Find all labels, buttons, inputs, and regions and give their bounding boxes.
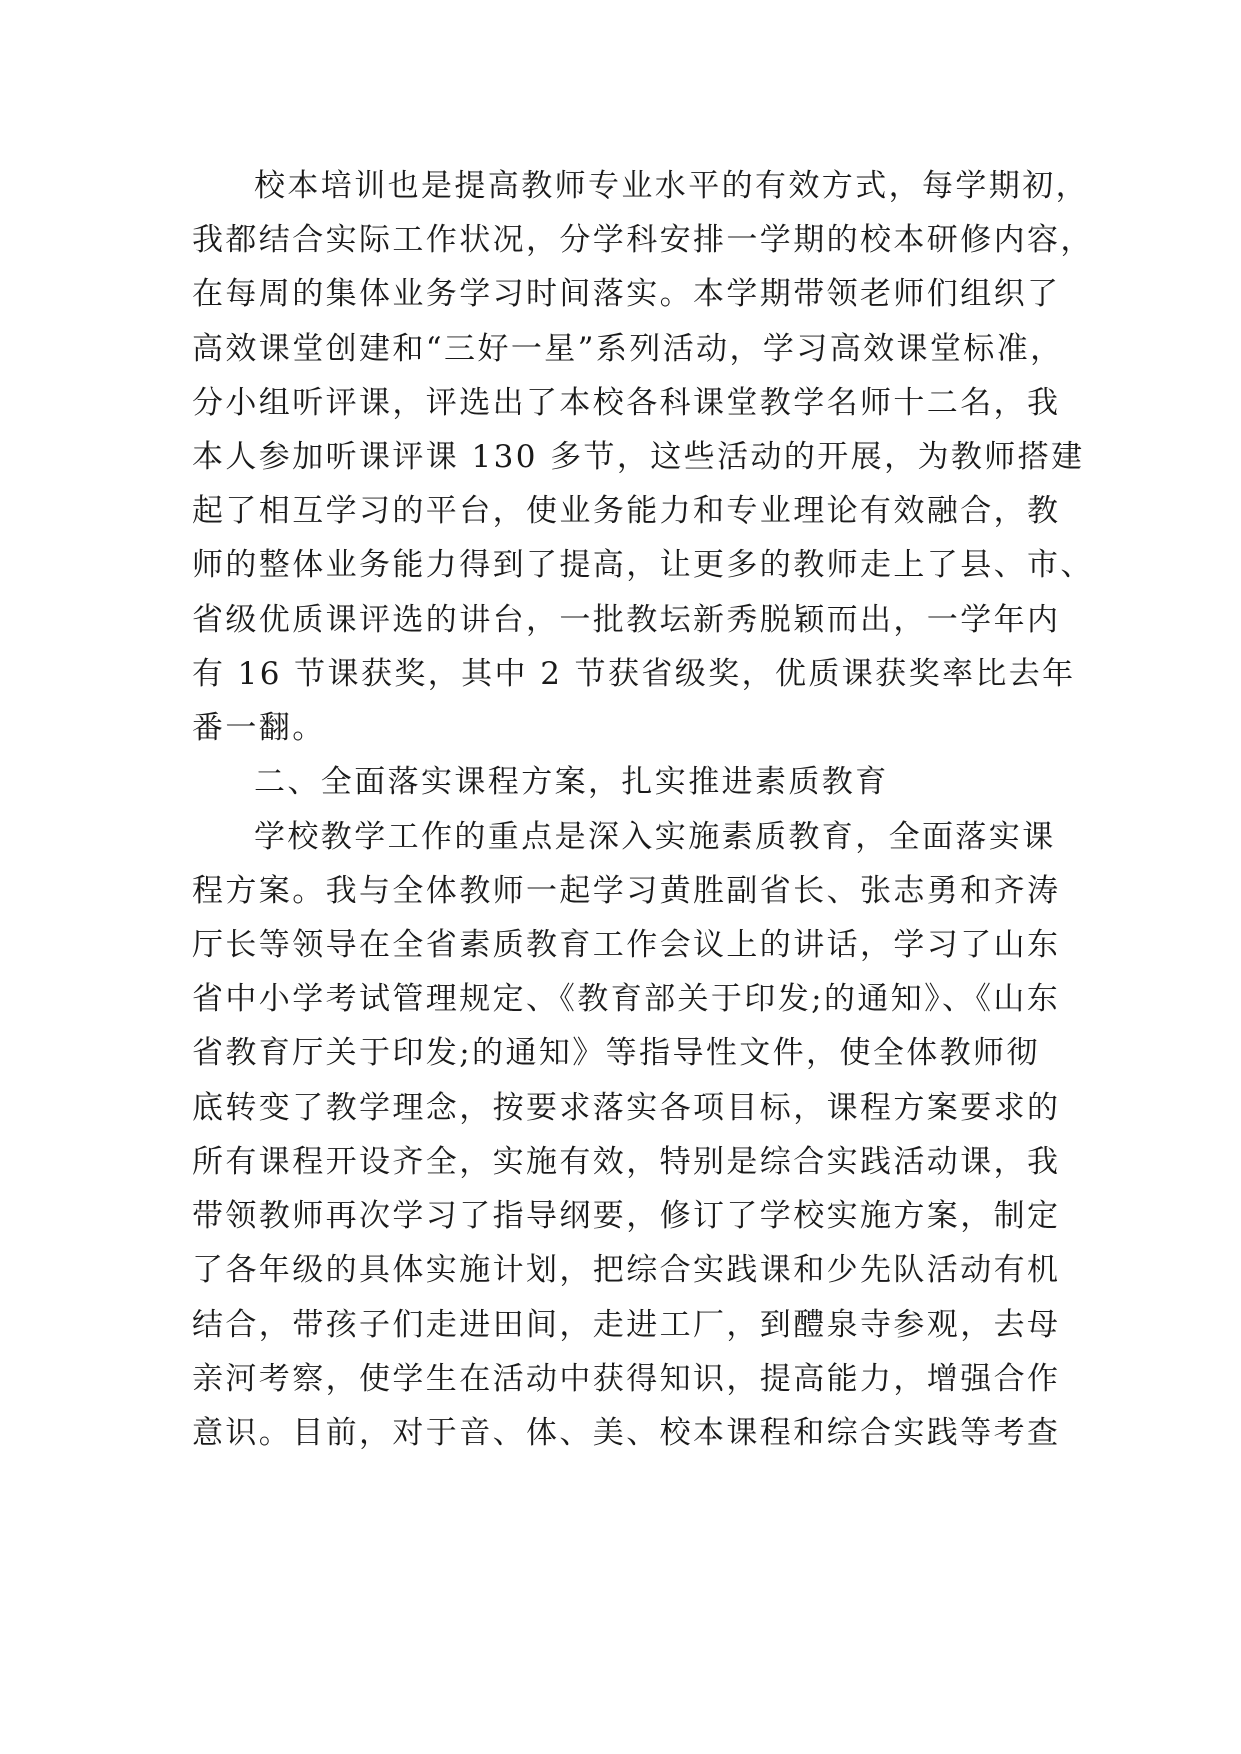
text-line: 亲河考察，使学生在活动中获得知识，提高能力，增强合作 xyxy=(192,1361,1061,1397)
text-line: 省级优质课评选的讲台，一批教坛新秀脱颖而出，一学年内 xyxy=(192,602,1061,638)
text-line: 高效课堂创建和“三好一星”系列活动，学习高效课堂标准， xyxy=(192,331,1064,367)
text-line: 有 16 节课获奖，其中 2 节获省级奖，优质课获奖率比去年 xyxy=(192,656,1076,692)
text-line: 本人参加听课评课 130 多节，这些活动的开展，为教师搭建 xyxy=(192,439,1085,475)
text-line: 分小组听评课，评选出了本校各科课堂教学名师十二名，我 xyxy=(192,385,1061,421)
text-line: 校本培训也是提高教师专业水平的有效方式，每学期初， xyxy=(254,168,1089,204)
text-line: 起了相互学习的平台，使业务能力和专业理论有效融合，教 xyxy=(192,493,1061,529)
text-line: 省教育厅关于印发;的通知》等指导性文件，使全体教师彻 xyxy=(192,1035,1040,1071)
text-line: 结合，带孩子们走进田间，走进工厂，到醴泉寺参观，去母 xyxy=(192,1307,1061,1343)
text-line: 带领教师再次学习了指导纲要，修订了学校实施方案，制定 xyxy=(192,1198,1061,1234)
text-line: 在每周的集体业务学习时间落实。本学期带领老师们组织了 xyxy=(192,276,1061,312)
text-line: 所有课程开设齐全，实施有效，特别是综合实践活动课，我 xyxy=(192,1144,1061,1180)
text-line: 程方案。我与全体教师一起学习黄胜副省长、张志勇和齐涛 xyxy=(192,873,1061,909)
text-line: 学校教学工作的重点是深入实施素质教育，全面落实课 xyxy=(254,819,1056,855)
section-heading: 二、全面落实课程方案，扎实推进素质教育 xyxy=(254,764,889,800)
text-line: 我都结合实际工作状况，分学科安排一学期的校本研修内容， xyxy=(192,222,1094,258)
text-line: 底转变了教学理念，按要求落实各项目标，课程方案要求的 xyxy=(192,1090,1061,1126)
text-line: 番一翻。 xyxy=(192,710,326,746)
text-line: 省中小学考试管理规定、《教育部关于印发;的通知》、《山东 xyxy=(192,981,1061,1017)
text-line: 意识。目前，对于音、体、美、校本课程和综合实践等考查 xyxy=(192,1415,1061,1451)
text-line: 厅长等领导在全省素质教育工作会议上的讲话，学习了山东 xyxy=(192,927,1061,963)
text-line: 师的整体业务能力得到了提高，让更多的教师走上了县、市、 xyxy=(192,547,1094,583)
text-line: 了各年级的具体实施计划，把综合实践课和少先队活动有机 xyxy=(192,1252,1061,1288)
